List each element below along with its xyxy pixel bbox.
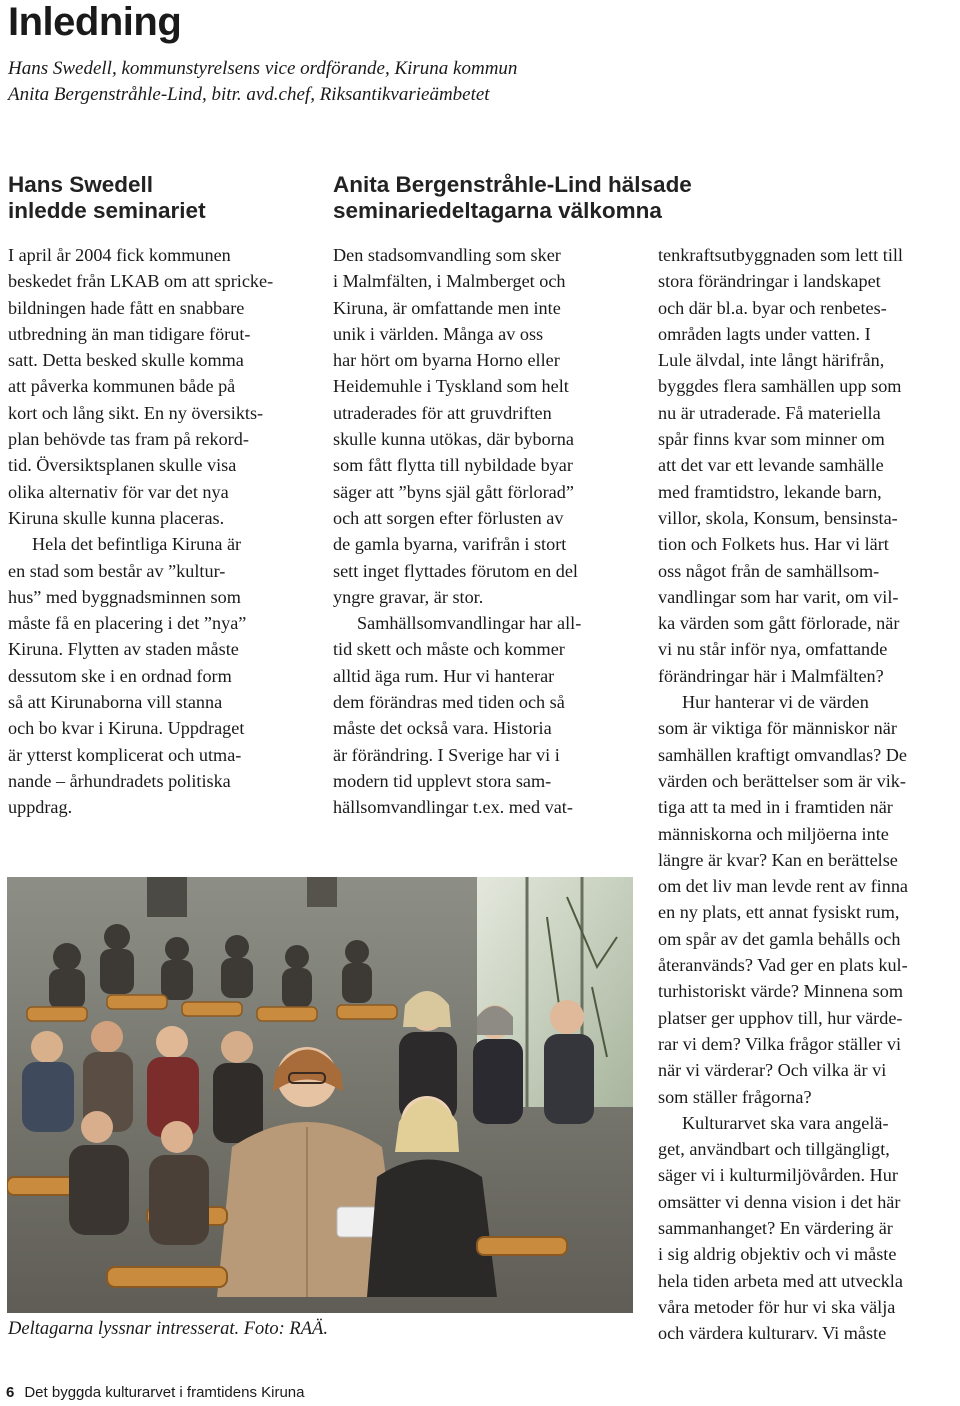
text-line: och att sorgen efter förlusten av <box>333 507 564 528</box>
text-line: omsätter vi denna vision i det här <box>658 1191 901 1212</box>
text-line: så att Kirunaborna vill stanna <box>8 692 223 713</box>
text-line: förändringar här i Malmfälten? <box>658 665 884 686</box>
text-line: vandlingar som har varit, om vil- <box>658 586 899 607</box>
text-line: unik i världen. Många av oss <box>333 323 544 344</box>
text-line: Kiruna. Flytten av staden måste <box>8 639 239 660</box>
text-line: kort och lång sikt. En ny översikts- <box>8 402 264 423</box>
text-line: i sig aldrig objektiv och vi måste <box>658 1244 897 1265</box>
text-line: yngre gravar, är stor. <box>333 586 484 607</box>
text-line: i Malmfälten, i Malmberget och <box>333 271 566 292</box>
photo-caption: Deltagarna lyssnar intresserat. Foto: RAÄ. <box>8 1319 328 1339</box>
text-line: måste det också vara. Historia <box>333 718 552 739</box>
text-line: dessutom ske i en ordnad form <box>8 665 232 686</box>
text-line: platser ger upphov till, hur värde- <box>658 1007 903 1028</box>
text-line: Samhällsomvandlingar har all- <box>357 613 582 634</box>
text-line: våra metoder för hur vi ska välja <box>658 1296 896 1317</box>
text-line: att påverka kommunen både på <box>8 376 236 397</box>
text-line: Kulturarvet ska vara angelä- <box>682 1112 889 1133</box>
text-line: vi nu står inför nya, omfattande <box>658 639 888 660</box>
page-number: 6 <box>6 1384 15 1401</box>
text-line: en stad som består av ”kultur- <box>8 560 226 581</box>
text-line: som ställer frågorna? <box>658 1086 812 1107</box>
paragraph <box>8 531 273 820</box>
text-line: återanvänds? Vad ger en plats kul- <box>658 955 908 976</box>
authors <box>8 56 517 108</box>
text-line: är förändring. I Sverige har vi i <box>333 744 560 765</box>
text-line: säger att ”byns själ gått förlorad” <box>333 481 574 502</box>
text-line: och där bl.a. byar och renbetes- <box>658 297 887 318</box>
text-line: och bo kvar i Kiruna. Uppdraget <box>8 718 245 739</box>
text-line: är ytterst komplicerat och utma- <box>8 744 242 765</box>
text-line: sett inget flyttades förutom en del <box>333 560 578 581</box>
paragraph <box>333 242 581 610</box>
text-line: oss något från de samhällsom- <box>658 560 880 581</box>
paragraph <box>8 242 273 531</box>
text-line: som är viktiga för människor när <box>658 718 897 739</box>
text-line: säger vi i kulturmiljövården. Hur <box>658 1165 898 1186</box>
text-line: dem förändras med tiden och så <box>333 692 565 713</box>
seminar-photo <box>7 877 633 1313</box>
text-line: hela tiden arbeta med att utveckla <box>658 1270 903 1291</box>
text-line: och värdera kulturarv. Vi måste <box>658 1323 887 1344</box>
text-line: om det liv man levde rent av finna <box>658 876 908 897</box>
text-line: värden och berättelser som är vik- <box>658 770 906 791</box>
paragraph <box>658 242 908 689</box>
text-line: stora förändringar i landskapet <box>658 271 881 292</box>
text-line: samhällen kraftigt omvandlas? De <box>658 744 907 765</box>
text-line: olika alternativ för var det nya <box>8 481 229 502</box>
text-line: längre är kvar? Kan en berättelse <box>658 849 898 870</box>
text-line: om spår av det gamla behålls och <box>658 928 901 949</box>
text-line: Kiruna, är omfattande men inte <box>333 297 561 318</box>
text-line: tion och Folkets hus. Har vi lärt <box>658 534 889 555</box>
text-line: Heidemuhle i Tyskland som helt <box>333 376 569 397</box>
author-line: Hans Swedell, kommunstyrelsens vice ordförande, Kiruna kommun <box>8 58 518 79</box>
text-line: Den stadsomvandling som sker <box>333 245 561 265</box>
seminar-audience-illustration <box>7 877 633 1313</box>
text-line: hus” med byggnadsminnen som <box>8 586 241 607</box>
text-line: beskedet från LKAB om att spricke- <box>8 271 274 292</box>
text-line: som fått flytta till nybildade byar <box>333 455 573 476</box>
text-line: att det var ett levande samhälle <box>658 455 884 476</box>
section-heading-hans-swedell <box>8 172 206 224</box>
text-line: alltid äga rum. Hur vi hanterar <box>333 665 555 686</box>
text-line: get, användbart och tillgängligt, <box>658 1139 890 1160</box>
text-line: tid. Översiktsplanen skulle visa <box>8 455 237 476</box>
text-line: tiga att ta med in i framtiden när <box>658 797 893 818</box>
text-line: Kiruna skulle kunna placeras. <box>8 507 225 528</box>
page-title: Inledning <box>8 0 182 44</box>
text-line: utbredning än man tidigare förut- <box>8 323 251 344</box>
text-line: spår finns kvar som minner om <box>658 429 885 450</box>
text-line: skulle kunna utökas, där byborna <box>333 429 574 450</box>
paragraph <box>658 1110 908 1347</box>
text-line: en ny plats, ett annat fysiskt rum, <box>658 902 900 923</box>
text-line: med framtidstro, lekande barn, <box>658 481 882 502</box>
text-column-left <box>8 242 273 821</box>
paragraph <box>333 610 581 820</box>
text-line: Hela det befintliga Kiruna är <box>32 534 242 555</box>
text-line: har hört om byarna Horno eller <box>333 350 560 371</box>
text-line: områden lagts under vatten. I <box>658 323 871 344</box>
heading-line: Hans Swedell <box>8 172 154 197</box>
text-line: sammanhanget? En värdering är <box>658 1217 893 1238</box>
text-line: ka värden som gått förlorade, när <box>658 613 900 634</box>
text-line: byggdes flera samhällen upp som <box>658 376 902 397</box>
text-line: Lule älvdal, inte långt härifrån, <box>658 350 885 371</box>
heading-line: inledde seminariet <box>8 198 206 223</box>
text-line: måste få en placering i det ”nya” <box>8 613 247 634</box>
text-line: I april år 2004 fick kommunen <box>8 245 231 265</box>
paragraph <box>658 689 908 1110</box>
text-line: när vi värderar? Och vilka är vi <box>658 1060 887 1081</box>
text-line: modern tid upplevt stora sam- <box>333 770 552 791</box>
page-footer <box>6 1384 304 1401</box>
text-line: nu är utraderade. Få materiella <box>658 402 881 423</box>
text-column-middle <box>333 242 581 821</box>
text-line: de gamla byarna, varifrån i stort <box>333 534 567 555</box>
text-line: rar vi dem? Vilka frågor ställer vi <box>658 1033 901 1054</box>
text-line: plan behövde tas fram på rekord- <box>8 429 249 450</box>
text-line: nande – århundradets politiska <box>8 770 231 791</box>
text-column-right <box>658 242 908 1346</box>
text-line: människorna och miljöerna inte <box>658 823 889 844</box>
text-line: villor, skola, Konsum, bensinsta- <box>658 507 898 528</box>
text-line: tid skett och måste och kommer <box>333 639 565 660</box>
heading-line: Anita Bergenstråhle-Lind hälsade <box>333 172 692 197</box>
text-line: Hur hanterar vi de värden <box>682 692 869 713</box>
text-line: hällsomvandlingar t.ex. med vat- <box>333 797 573 818</box>
author-line: Anita Bergenstråhle-Lind, bitr. avd.chef, Riksantikvarieämbetet <box>8 84 490 105</box>
publication-title: Det byggda kulturarvet i framtidens Kiruna <box>24 1384 305 1401</box>
text-line: turhistoriskt värde? Minnena som <box>658 981 903 1002</box>
text-line: tenkraftsutbyggnaden som lett till <box>658 245 903 265</box>
text-line: satt. Detta besked skulle komma <box>8 350 244 371</box>
text-line: bildningen hade fått en snabbare <box>8 297 245 318</box>
text-line: uppdrag. <box>8 797 73 818</box>
section-heading-anita-bergenstrahle-lind <box>333 172 692 224</box>
text-line: utraderades för att gruvdriften <box>333 402 552 423</box>
heading-line: seminariedeltagarna välkomna <box>333 198 662 223</box>
